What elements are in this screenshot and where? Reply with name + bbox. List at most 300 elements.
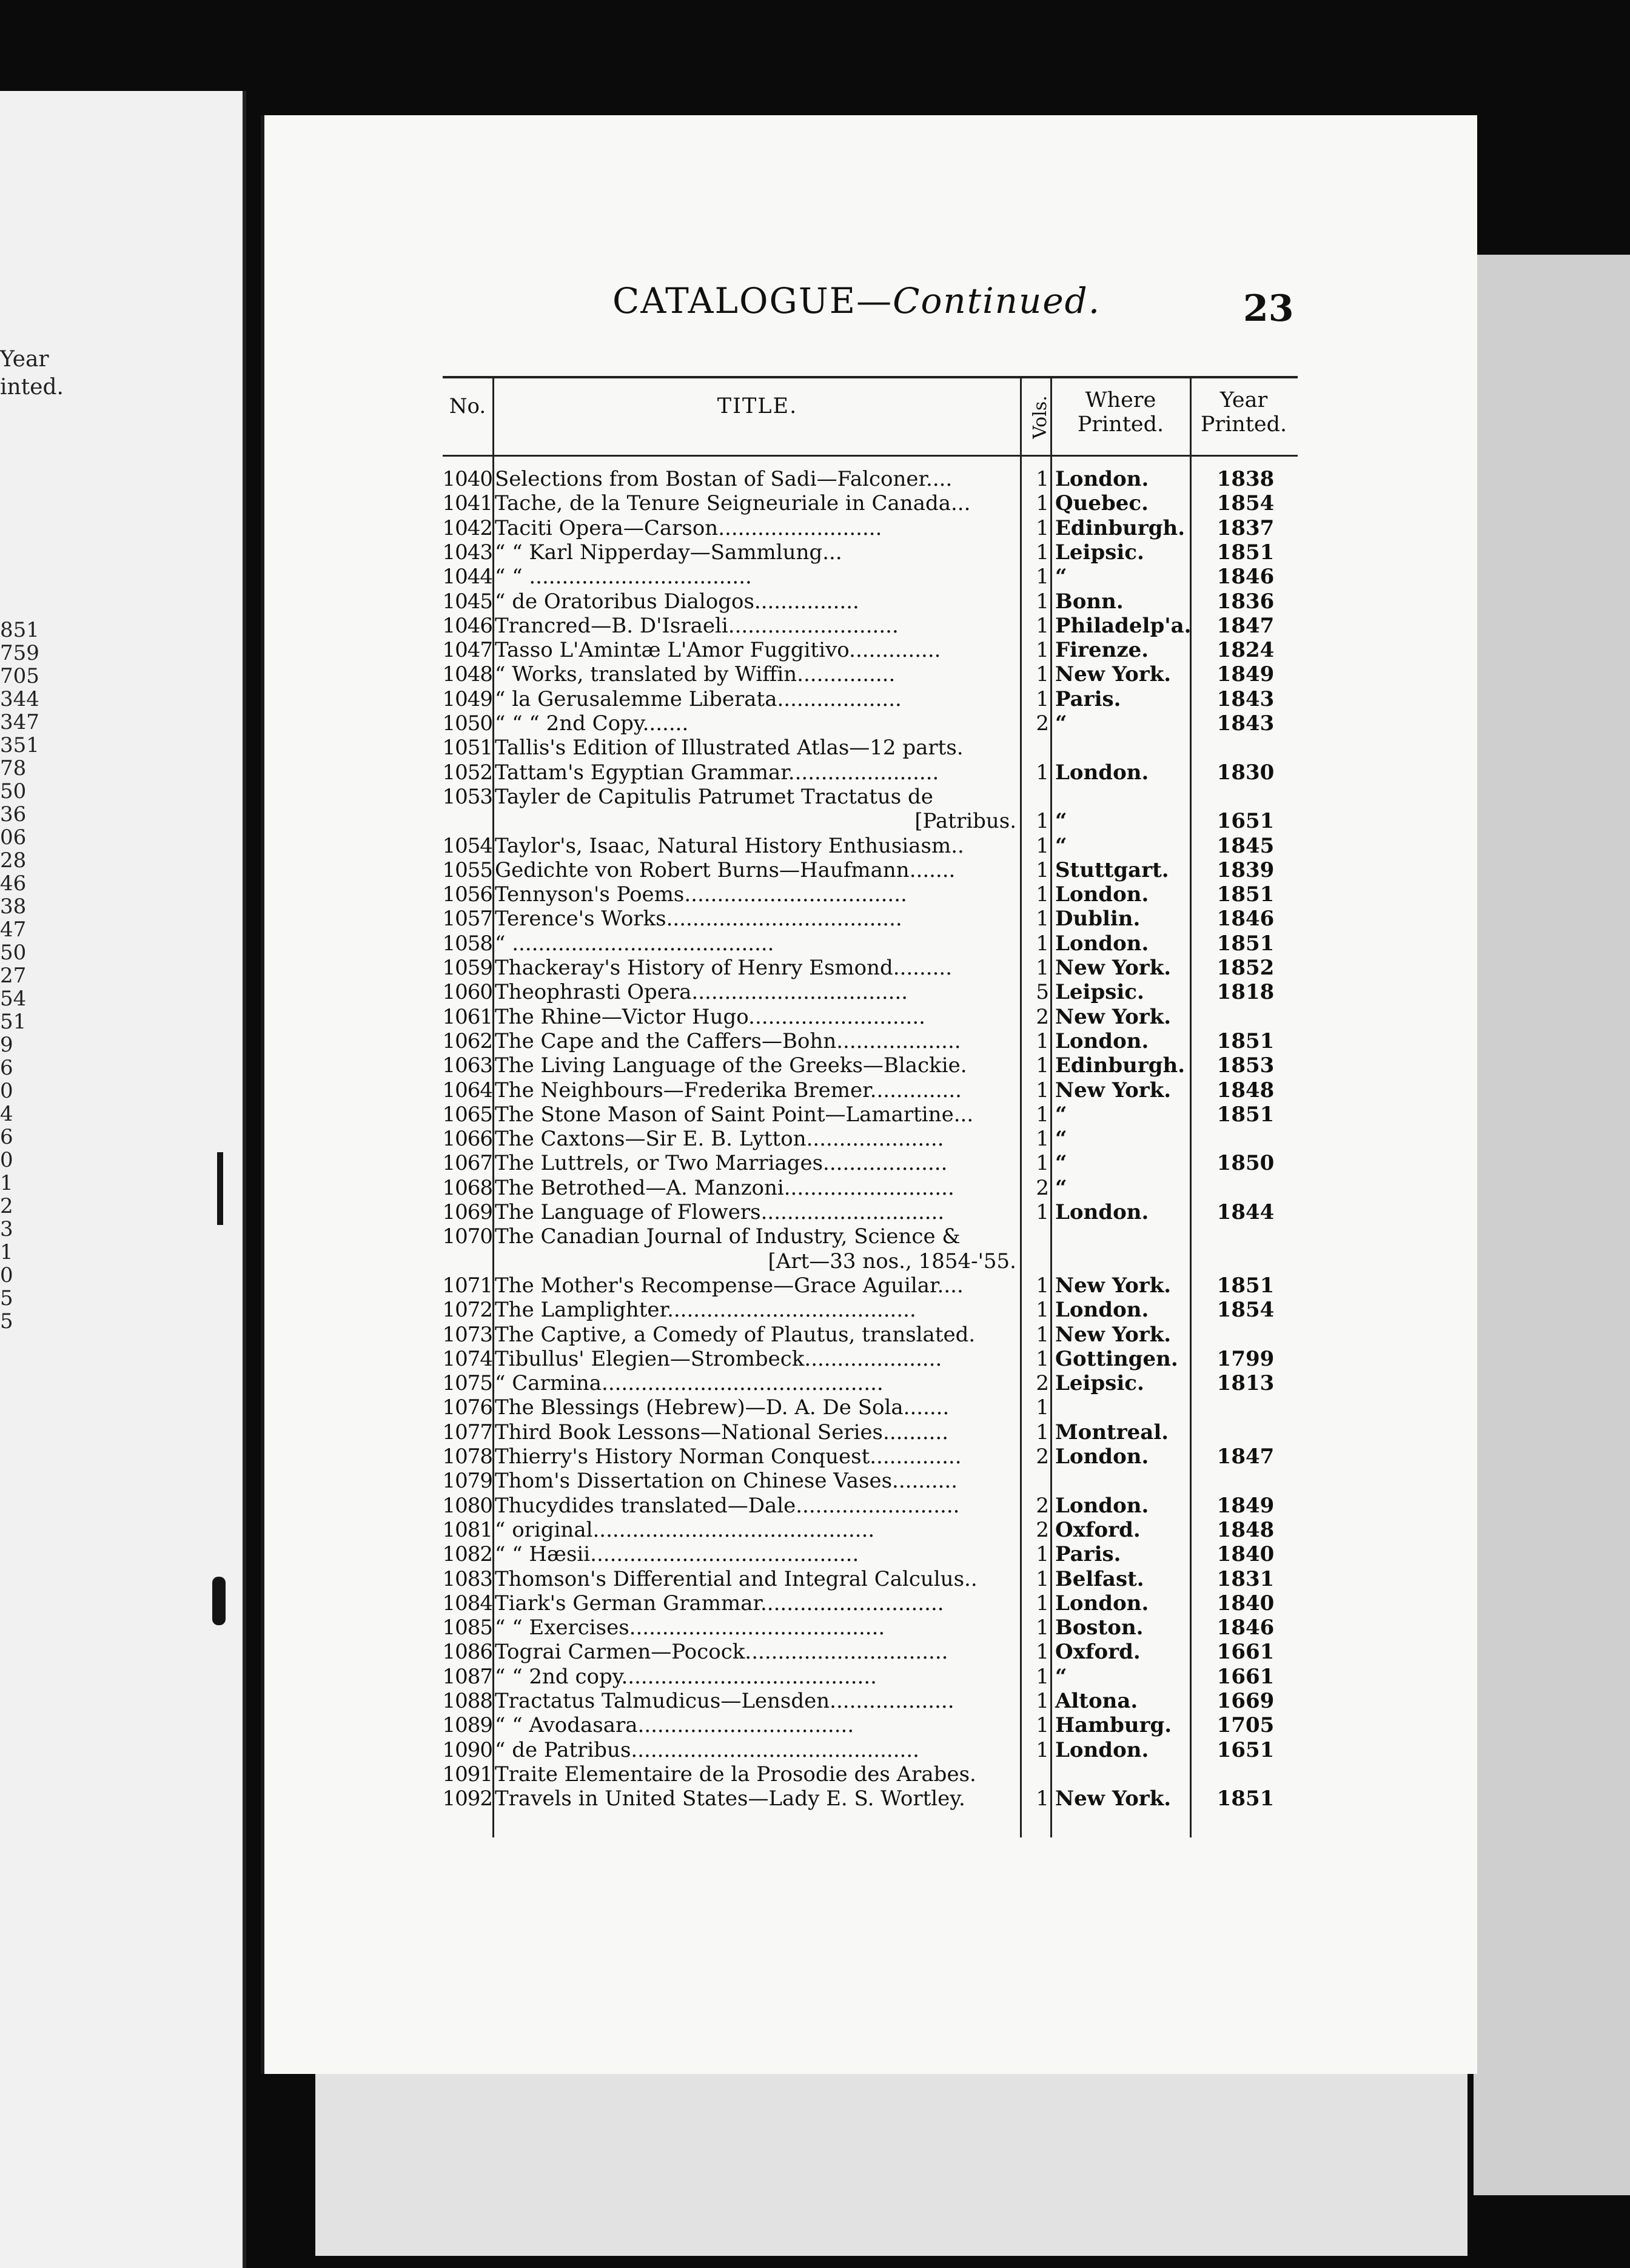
entry-vols: 2 <box>1036 1493 1049 1518</box>
entry-number: 1085 <box>442 1615 492 1640</box>
header-year-line: Year <box>1219 388 1268 412</box>
entry-title: [Patribus. <box>914 809 1016 834</box>
entry-number: 1073 <box>442 1322 492 1347</box>
entry-year-printed: 1851 <box>1216 1028 1275 1053</box>
page-bottom-edge <box>315 2062 1467 2256</box>
entry-title: “ “ Hæsii......................................... <box>495 1542 859 1567</box>
left-page-year: 50 <box>0 779 27 804</box>
entry-vols: 1 <box>1036 1542 1049 1567</box>
entry-where-printed: London. <box>1055 1591 1149 1615</box>
entry-title: The Blessings (Hebrew)—D. A. De Sola....... <box>495 1395 950 1420</box>
entry-year-printed: 1843 <box>1216 711 1275 736</box>
entry-title: Thom's Dissertation on Chinese Vases.......... <box>495 1469 958 1494</box>
entry-vols: 1 <box>1036 662 1049 687</box>
entry-vols: 1 <box>1036 931 1049 956</box>
entry-number: 1043 <box>442 540 492 565</box>
entry-where-printed: Gottingen. <box>1055 1346 1178 1371</box>
table-row <box>443 1005 1298 1029</box>
entry-title: Tattam's Egyptian Grammar....................... <box>495 760 939 785</box>
table-row <box>443 907 1298 931</box>
binding-thread-mark <box>217 1152 223 1225</box>
entry-title: The Lamplighter...................................... <box>495 1298 916 1323</box>
table-row <box>443 1224 1298 1249</box>
left-page-year: 2 <box>0 1194 13 1218</box>
entry-title: The Cape and the Caffers—Bohn................... <box>495 1028 961 1053</box>
entry-year-printed: 1853 <box>1216 1053 1275 1078</box>
entry-where-printed: “ <box>1055 565 1067 589</box>
table-row <box>443 931 1298 956</box>
left-page-year: 0 <box>0 1079 13 1103</box>
entry-year-printed: 1848 <box>1216 1078 1275 1102</box>
entry-where-printed: New York. <box>1055 662 1172 687</box>
entry-number: 1091 <box>442 1762 492 1787</box>
entry-number: 1054 <box>442 833 492 858</box>
entry-year-printed: 1849 <box>1216 662 1275 687</box>
table-row <box>443 1029 1298 1053</box>
entry-year-printed: 1851 <box>1216 1787 1275 1811</box>
entry-vols: 1 <box>1036 1298 1049 1323</box>
table-row <box>443 1347 1298 1371</box>
left-page-year: 705 <box>0 664 39 688</box>
entry-number: 1045 <box>442 589 492 614</box>
entry-title: “ de Patribus............................................ <box>495 1737 919 1762</box>
entry-vols: 1 <box>1036 882 1049 907</box>
entry-title: The Mother's Recompense—Grace Aguilar.... <box>495 1273 964 1298</box>
entry-vols: 1 <box>1036 540 1049 565</box>
header-vols: Vols. <box>1030 395 1051 439</box>
entry-title: “ “ .................................. <box>495 565 752 589</box>
entry-number: 1070 <box>442 1224 492 1249</box>
entry-title: Tennyson's Poems.................................. <box>495 882 907 907</box>
entry-title: Taciti Opera—Carson......................... <box>495 515 882 540</box>
entry-title: The Canadian Journal of Industry, Science & <box>495 1224 961 1249</box>
table-row <box>443 687 1298 711</box>
table-row <box>443 1371 1298 1395</box>
entry-year-printed: 1849 <box>1216 1493 1275 1518</box>
table-row <box>443 516 1298 540</box>
entry-number: 1083 <box>442 1566 492 1591</box>
entry-year-printed: 1824 <box>1216 638 1275 663</box>
entry-title: Tache, de la Tenure Seigneuriale in Canada... <box>495 491 971 516</box>
entry-number: 1044 <box>442 565 492 589</box>
entry-title: The Rhine—Victor Hugo........................... <box>495 1004 925 1029</box>
entry-number: 1088 <box>442 1689 492 1713</box>
entry-number: 1048 <box>442 662 492 687</box>
entry-title: “ “ Exercises....................................... <box>495 1615 885 1640</box>
entry-where-printed: Leipsic. <box>1055 1371 1144 1396</box>
table-row <box>443 1542 1298 1566</box>
entry-title: The Stone Mason of Saint Point—Lamartine... <box>495 1102 974 1127</box>
binding-thread-mark <box>212 1577 226 1625</box>
entry-where-printed: London. <box>1055 1298 1149 1323</box>
entry-vols: 1 <box>1036 515 1049 540</box>
entry-number: 1064 <box>442 1078 492 1102</box>
entry-title: “ de Oratoribus Dialogos................ <box>495 589 859 614</box>
entry-vols: 1 <box>1036 1395 1049 1420</box>
entry-vols: 2 <box>1036 1004 1049 1029</box>
entry-where-printed: Edinburgh. <box>1055 515 1186 540</box>
entry-number: 1076 <box>442 1395 492 1420</box>
entry-number: 1053 <box>442 784 492 809</box>
entry-number: 1082 <box>442 1542 492 1567</box>
entry-vols: 1 <box>1036 613 1049 638</box>
entry-number: 1090 <box>442 1737 492 1762</box>
left-page-year: 759 <box>0 641 39 665</box>
entry-title: Traite Elementaire de la Prosodie des Arabes. <box>495 1762 976 1787</box>
entry-where-printed: London. <box>1055 760 1149 785</box>
entry-vols: 1 <box>1036 1151 1049 1176</box>
entry-where-printed: “ <box>1055 809 1067 834</box>
table-row <box>443 1323 1298 1347</box>
table-row <box>443 1738 1298 1762</box>
entry-number: 1065 <box>442 1102 492 1127</box>
entry-title: “ “ 2nd copy....................................... <box>495 1664 877 1689</box>
left-page-year: 351 <box>0 733 39 757</box>
left-page-year: 27 <box>0 964 27 988</box>
entry-year-printed: 1661 <box>1216 1664 1275 1689</box>
entry-number: 1071 <box>442 1273 492 1298</box>
entry-number: 1050 <box>442 711 492 736</box>
table-row <box>443 1567 1298 1591</box>
entry-number: 1068 <box>442 1175 492 1200</box>
table-row <box>443 1591 1298 1615</box>
entry-where-printed: London. <box>1055 1737 1149 1762</box>
entry-vols: 5 <box>1036 980 1049 1005</box>
entry-year-printed: 1851 <box>1216 882 1275 907</box>
catalogue-table <box>443 376 1298 1831</box>
table-row <box>443 956 1298 980</box>
left-page-year-column <box>0 619 39 1333</box>
table-row <box>443 1640 1298 1664</box>
entry-number: 1059 <box>442 956 492 980</box>
entry-year-printed: 1846 <box>1216 565 1275 589</box>
entry-title: Thomson's Differential and Integral Calculus.. <box>495 1566 978 1591</box>
entry-where-printed: London. <box>1055 931 1149 956</box>
entry-title: “ “ Karl Nipperday—Sammlung... <box>495 540 842 565</box>
entry-number: 1055 <box>442 857 492 882</box>
entry-year-printed: 1846 <box>1216 907 1275 931</box>
entry-title: “ “ Avodasara................................. <box>495 1713 854 1738</box>
table-row <box>443 1078 1298 1102</box>
running-head-suffix: Continued. <box>893 280 1101 321</box>
entry-year-printed: 1847 <box>1216 1444 1275 1469</box>
entry-year-printed: 1846 <box>1216 1615 1275 1640</box>
entry-where-printed: Leipsic. <box>1055 540 1144 565</box>
entry-number: 1069 <box>442 1200 492 1224</box>
table-header-rule <box>443 455 1298 457</box>
entry-number: 1058 <box>442 931 492 956</box>
entry-title: The Betrothed—A. Manzoni.......................... <box>495 1175 954 1200</box>
left-page-year: 46 <box>0 871 27 896</box>
table-row <box>443 980 1298 1004</box>
entry-year-printed: 1651 <box>1216 809 1275 834</box>
entry-number: 1061 <box>442 1004 492 1029</box>
table-row <box>443 1615 1298 1640</box>
entry-year-printed: 1854 <box>1216 491 1275 516</box>
entry-year-printed: 1843 <box>1216 686 1275 711</box>
entry-where-printed: Edinburgh. <box>1055 1053 1186 1078</box>
entry-vols: 1 <box>1036 760 1049 785</box>
entry-year-printed: 1813 <box>1216 1371 1275 1396</box>
entry-number: 1047 <box>442 638 492 663</box>
entry-vols: 1 <box>1036 1200 1049 1224</box>
entry-number: 1079 <box>442 1469 492 1494</box>
entry-number: 1057 <box>442 907 492 931</box>
entry-title: Taylor's, Isaac, Natural History Enthusiasm.. <box>495 833 964 858</box>
table-row <box>443 1762 1298 1787</box>
entry-title: Tibullus' Elegien—Strombeck..................... <box>495 1346 942 1371</box>
entry-where-printed: New York. <box>1055 1078 1172 1102</box>
left-page-year: 0 <box>0 1148 13 1172</box>
entry-year-printed: 1845 <box>1216 833 1275 858</box>
entry-vols: 1 <box>1036 1322 1049 1347</box>
entry-number: 1042 <box>442 515 492 540</box>
table-row <box>443 882 1298 907</box>
entry-number: 1078 <box>442 1444 492 1469</box>
entry-vols: 1 <box>1036 1127 1049 1152</box>
header-where-printed <box>1051 388 1190 437</box>
left-facing-page <box>0 91 246 2268</box>
entry-vols: 1 <box>1036 907 1049 931</box>
table-row <box>443 1200 1298 1224</box>
entry-where-printed: Dublin. <box>1055 907 1141 931</box>
entry-vols: 1 <box>1036 809 1049 834</box>
entry-number: 1046 <box>442 613 492 638</box>
table-row <box>443 662 1298 686</box>
entry-title: Trancred—B. D'Israeli.......................... <box>495 613 899 638</box>
entry-title: The Living Language of the Greeks—Blackie. <box>495 1053 967 1078</box>
table-row <box>443 1249 1298 1273</box>
entry-title: [Art—33 nos., 1854-'55. <box>768 1249 1016 1273</box>
entry-vols: 1 <box>1036 686 1049 711</box>
table-row <box>443 1518 1298 1542</box>
table-row <box>443 858 1298 882</box>
entry-vols: 1 <box>1036 467 1049 491</box>
entry-year-printed: 1651 <box>1216 1737 1275 1762</box>
entry-where-printed: Philadelp'a. <box>1055 613 1192 638</box>
entry-title: “ Works, translated by Wiffin............... <box>495 662 896 687</box>
entry-title: Thucydides translated—Dale......................... <box>495 1493 960 1518</box>
header-title: TITLE. <box>717 394 798 418</box>
entry-title: Tiark's German Grammar............................ <box>495 1591 944 1615</box>
page-number: 23 <box>1243 287 1294 330</box>
entry-title: The Neighbours—Frederika Bremer.............. <box>495 1078 962 1102</box>
entry-where-printed: Stuttgart. <box>1055 857 1169 882</box>
entry-number: 1072 <box>442 1298 492 1323</box>
entry-vols: 2 <box>1036 711 1049 736</box>
entry-vols: 1 <box>1036 1028 1049 1053</box>
entry-title: Thierry's History Norman Conquest.............. <box>495 1444 962 1469</box>
entry-vols: 1 <box>1036 1664 1049 1689</box>
entry-title: The Luttrels, or Two Marriages................... <box>495 1151 948 1176</box>
entry-vols: 1 <box>1036 1273 1049 1298</box>
entry-vols: 1 <box>1036 1713 1049 1738</box>
left-page-year: 1 <box>0 1171 13 1195</box>
left-header-line: Year <box>0 347 49 372</box>
left-header-line: inted. <box>0 375 64 400</box>
entry-number: 1081 <box>442 1517 492 1542</box>
entry-title: Thackeray's History of Henry Esmond......... <box>495 956 953 980</box>
entry-title: Travels in United States—Lady E. S. Wortley. <box>495 1787 965 1811</box>
entry-year-printed: 1847 <box>1216 613 1275 638</box>
entry-number: 1089 <box>442 1713 492 1738</box>
table-row <box>443 540 1298 565</box>
table-row <box>443 1689 1298 1713</box>
entry-vols: 1 <box>1036 1346 1049 1371</box>
left-page-year: 28 <box>0 848 27 873</box>
left-page-year: 5 <box>0 1286 13 1310</box>
entry-year-printed: 1840 <box>1216 1591 1275 1615</box>
entry-where-printed: New York. <box>1055 1273 1172 1298</box>
entry-year-printed: 1669 <box>1216 1689 1275 1713</box>
entry-year-printed: 1799 <box>1216 1346 1275 1371</box>
table-row <box>443 638 1298 662</box>
entry-where-printed: London. <box>1055 1028 1149 1053</box>
entry-vols: 1 <box>1036 1078 1049 1102</box>
entry-where-printed: London. <box>1055 1444 1149 1469</box>
entry-where-printed: New York. <box>1055 1004 1172 1029</box>
entry-vols: 1 <box>1036 1787 1049 1811</box>
entry-where-printed: “ <box>1055 1664 1067 1689</box>
table-row <box>443 834 1298 858</box>
entry-vols: 1 <box>1036 1615 1049 1640</box>
entry-year-printed: 1839 <box>1216 857 1275 882</box>
entry-number: 1077 <box>442 1420 492 1444</box>
entry-where-printed: Hamburg. <box>1055 1713 1172 1738</box>
entry-year-printed: 1836 <box>1216 589 1275 614</box>
left-page-year: 5 <box>0 1309 13 1334</box>
entry-where-printed: Altona. <box>1055 1689 1138 1713</box>
entry-vols: 1 <box>1036 589 1049 614</box>
entry-year-printed: 1850 <box>1216 1151 1275 1176</box>
underlying-page-edge <box>1474 255 1630 2195</box>
left-page-year: 3 <box>0 1217 13 1241</box>
entry-title: The Caxtons—Sir E. B. Lytton..................... <box>495 1127 944 1152</box>
left-page-year: 347 <box>0 710 39 734</box>
table-row <box>443 1127 1298 1151</box>
entry-year-printed: 1837 <box>1216 515 1275 540</box>
entry-vols: 1 <box>1036 1102 1049 1127</box>
table-row <box>443 1665 1298 1689</box>
entry-title: Tograi Carmen—Pocock............................... <box>495 1640 948 1665</box>
entry-year-printed: 1818 <box>1216 980 1275 1005</box>
entry-where-printed: “ <box>1055 1151 1067 1176</box>
entry-title: The Language of Flowers............................ <box>495 1200 945 1224</box>
header-no: No. <box>449 394 486 418</box>
table-row <box>443 1298 1298 1322</box>
entry-year-printed: 1661 <box>1216 1640 1275 1665</box>
entry-year-printed: 1844 <box>1216 1200 1275 1224</box>
entry-where-printed: London. <box>1055 1200 1149 1224</box>
entry-number: 1075 <box>442 1371 492 1396</box>
entry-year-printed: 1838 <box>1216 467 1275 491</box>
entry-title: Selections from Bostan of Sadi—Falconer.... <box>495 467 953 491</box>
entry-where-printed: Oxford. <box>1055 1517 1141 1542</box>
entry-where-printed: Oxford. <box>1055 1640 1141 1665</box>
entry-vols: 1 <box>1036 491 1049 516</box>
left-page-year: 54 <box>0 987 27 1011</box>
entry-where-printed: London. <box>1055 882 1149 907</box>
entry-number: 1049 <box>442 686 492 711</box>
entry-number: 1084 <box>442 1591 492 1615</box>
entry-where-printed: Bonn. <box>1055 589 1124 614</box>
table-row <box>443 1395 1298 1420</box>
table-row <box>443 1102 1298 1127</box>
entry-where-printed: Belfast. <box>1055 1566 1144 1591</box>
running-head-title: CATALOGUE <box>612 280 857 321</box>
entry-number: 1060 <box>442 980 492 1005</box>
table-row <box>443 1053 1298 1078</box>
table-row <box>443 1273 1298 1298</box>
entry-number: 1052 <box>442 760 492 785</box>
entry-year-printed: 1851 <box>1216 1273 1275 1298</box>
entry-year-printed: 1830 <box>1216 760 1275 785</box>
table-row <box>443 1787 1298 1811</box>
entry-where-printed: New York. <box>1055 1787 1172 1811</box>
header-where-line: Where <box>1085 388 1156 412</box>
entry-title: “ Carmina........................................... <box>495 1371 884 1396</box>
entry-vols: 1 <box>1036 1053 1049 1078</box>
left-page-year: 6 <box>0 1125 13 1149</box>
entry-vols: 1 <box>1036 565 1049 589</box>
entry-number: 1080 <box>442 1493 492 1518</box>
entry-title: Terence's Works.................................... <box>495 907 902 931</box>
entry-vols: 1 <box>1036 1566 1049 1591</box>
entry-year-printed: 1840 <box>1216 1542 1275 1567</box>
entry-year-printed: 1851 <box>1216 540 1275 565</box>
entry-vols: 1 <box>1036 956 1049 980</box>
table-row <box>443 1494 1298 1518</box>
left-page-year: 38 <box>0 894 27 919</box>
left-page-year: 0 <box>0 1263 13 1287</box>
entry-number: 1066 <box>442 1127 492 1152</box>
entry-title: Tayler de Capitulis Patrumet Tractatus de <box>495 784 933 809</box>
table-row <box>443 589 1298 614</box>
entry-year-printed: 1851 <box>1216 1102 1275 1127</box>
entry-where-printed: “ <box>1055 711 1067 736</box>
entry-vols: 1 <box>1036 638 1049 663</box>
entry-title: “ “ “ 2nd Copy....... <box>495 711 689 736</box>
entry-where-printed: Paris. <box>1055 686 1121 711</box>
entry-where-printed: New York. <box>1055 1322 1172 1347</box>
entry-vols: 2 <box>1036 1175 1049 1200</box>
entry-where-printed: Boston. <box>1055 1615 1144 1640</box>
entry-number: 1092 <box>442 1787 492 1811</box>
table-row <box>443 565 1298 589</box>
entry-title: “ original........................................... <box>495 1517 875 1542</box>
entry-where-printed: “ <box>1055 833 1067 858</box>
left-page-year: 9 <box>0 1033 13 1057</box>
entry-number: 1051 <box>442 736 492 760</box>
table-row <box>443 1176 1298 1200</box>
entry-vols: 1 <box>1036 857 1049 882</box>
left-page-year: 50 <box>0 941 27 965</box>
left-page-year: 36 <box>0 802 27 827</box>
running-head <box>612 280 1101 321</box>
entry-vols: 1 <box>1036 1591 1049 1615</box>
left-page-year: 4 <box>0 1102 13 1126</box>
entry-vols: 2 <box>1036 1444 1049 1469</box>
entry-number: 1067 <box>442 1151 492 1176</box>
left-page-year: 06 <box>0 825 27 850</box>
entry-title: Tasso L'Amintæ L'Amor Fuggitivo.............. <box>495 638 941 663</box>
table-row <box>443 809 1298 833</box>
entry-number: 1086 <box>442 1640 492 1665</box>
entry-where-printed: “ <box>1055 1127 1067 1152</box>
entry-where-printed: London. <box>1055 467 1149 491</box>
entry-number: 1041 <box>442 491 492 516</box>
entry-vols: 1 <box>1036 1640 1049 1665</box>
